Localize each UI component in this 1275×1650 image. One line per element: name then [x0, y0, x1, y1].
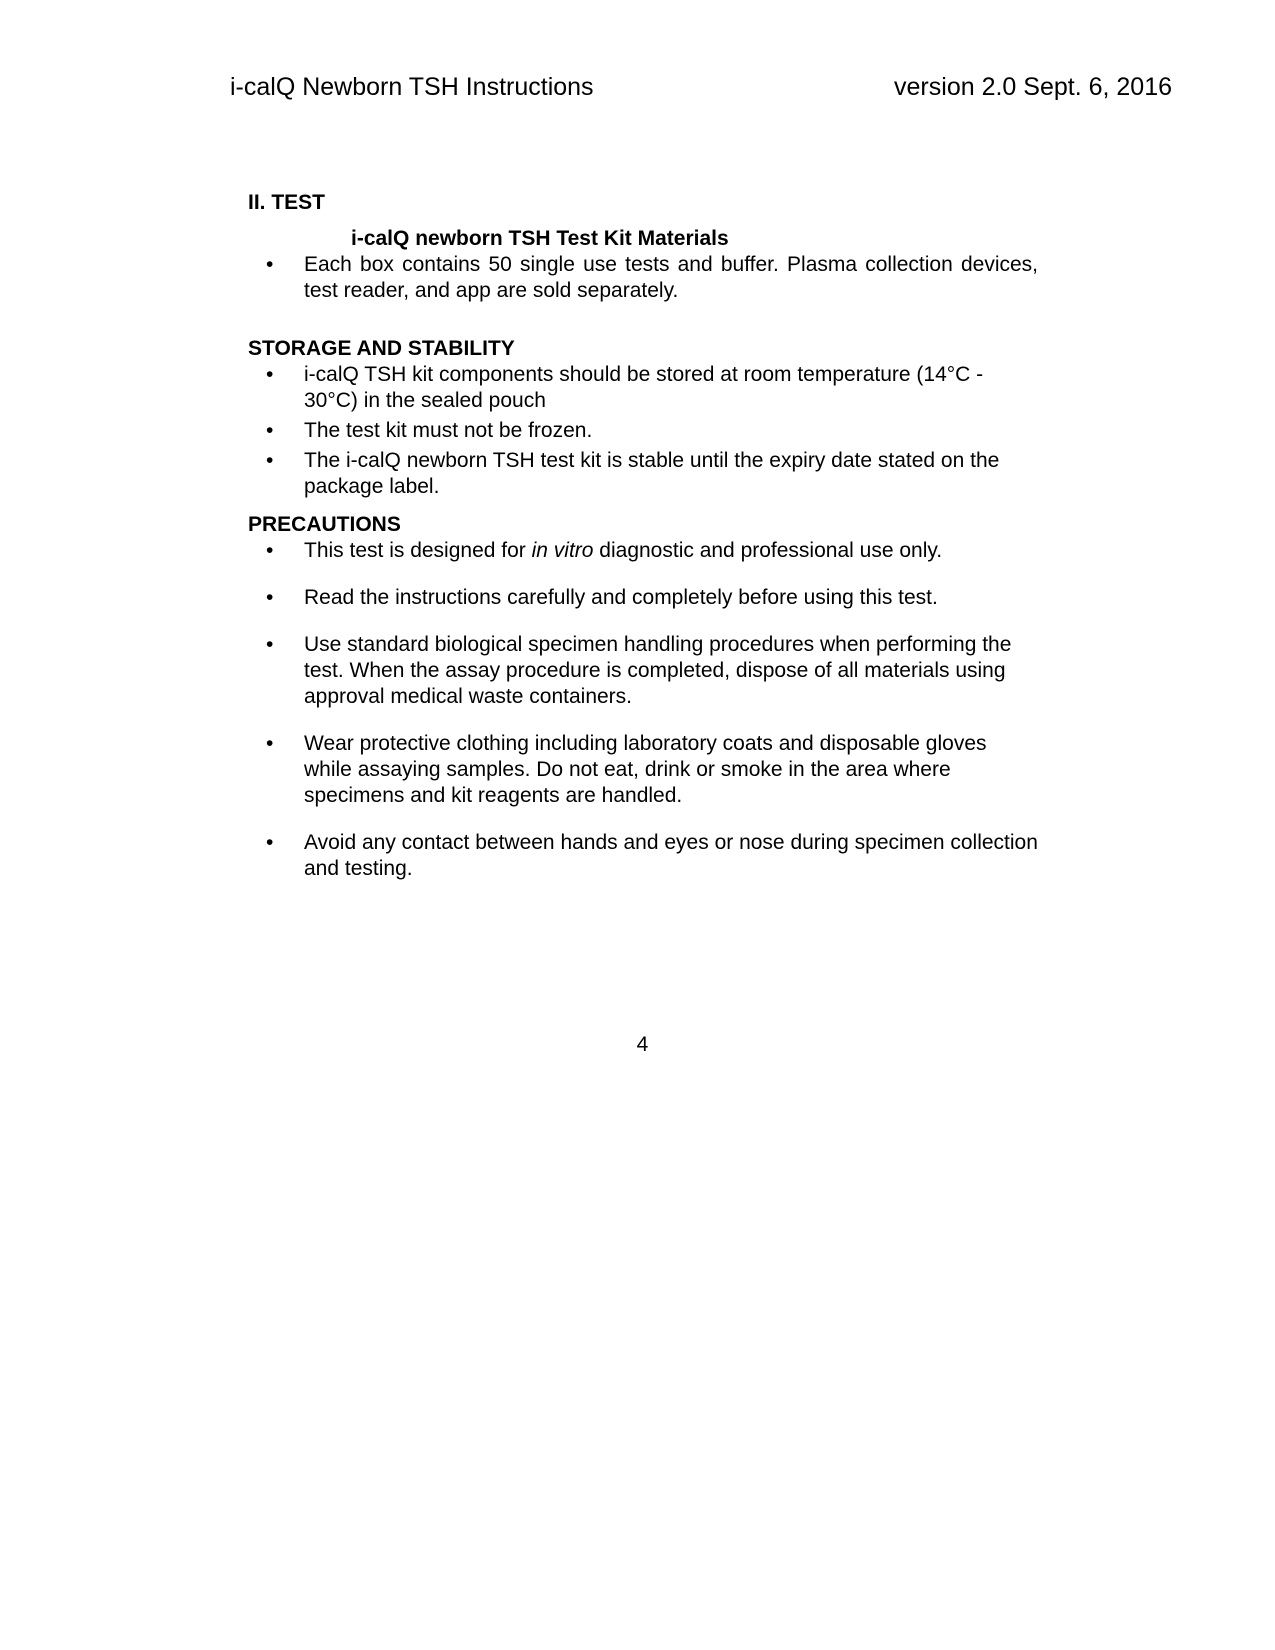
bullet-icon: • — [266, 732, 274, 755]
precautions-title: PRECAUTIONS — [248, 513, 401, 536]
list-item-text: Read the instructions carefully and completely before using this test. — [304, 586, 938, 609]
bullet-icon: • — [266, 253, 274, 276]
list-item — [248, 830, 1038, 882]
precautions-list — [248, 538, 1038, 882]
list-item — [248, 418, 1038, 444]
bullet-icon: • — [266, 831, 274, 854]
list-item — [248, 632, 1038, 710]
list-item — [248, 362, 1038, 414]
list-item-text-end: diagnostic and professional use only. — [593, 539, 943, 562]
list-item — [248, 538, 1038, 564]
bullet-icon: • — [266, 586, 274, 609]
list-item-text-start: This test is designed for — [304, 539, 532, 562]
list-item-text: Wear protective clothing including laboratory coats and disposable gloves while assaying samples. Do not eat, drink or smoke in the area where specimens and kit reagents are handled. — [304, 732, 987, 807]
page-number: 4 — [636, 1033, 649, 1056]
list-item-text: Each box contains 50 single use tests and buffer. Plasma collection devices, test reader, and app are sold separately. — [304, 253, 1038, 302]
bullet-icon: • — [266, 633, 274, 656]
list-item — [248, 731, 1038, 809]
list-item-italic: in vitro — [531, 539, 594, 562]
section-title: II. TEST — [248, 191, 326, 214]
storage-list — [248, 362, 1038, 500]
bullet-icon: • — [266, 363, 274, 386]
bullet-icon: • — [266, 539, 274, 562]
list-item-text: i-calQ TSH kit components should be stored at room temperature (14°C - 30°C) in the sealed pouch — [304, 363, 984, 412]
list-item-text: The i-calQ newborn TSH test kit is stable until the expiry date stated on the package label. — [304, 449, 1000, 498]
document-body — [248, 190, 1038, 882]
header-version: version 2.0 Sept. 6, 2016 — [894, 73, 1172, 101]
kit-materials-list — [248, 252, 1038, 304]
header-title: i-calQ Newborn TSH Instructions — [230, 73, 594, 101]
kit-materials-title: i-calQ newborn TSH Test Kit Materials — [351, 227, 729, 250]
bullet-icon: • — [266, 449, 274, 472]
bullet-icon: • — [266, 419, 274, 442]
list-item — [248, 252, 1038, 304]
list-item-text: Use standard biological specimen handling procedures when performing the test. When the assay procedure is completed, dispose of all materials using approval medical waste containers. — [304, 633, 1012, 708]
list-item — [248, 585, 1038, 611]
storage-title: STORAGE AND STABILITY — [248, 337, 515, 360]
list-item — [248, 448, 1038, 500]
list-item-text: The test kit must not be frozen. — [304, 419, 593, 442]
list-item-text: Avoid any contact between hands and eyes or nose during specimen collection and testing. — [304, 831, 1038, 880]
